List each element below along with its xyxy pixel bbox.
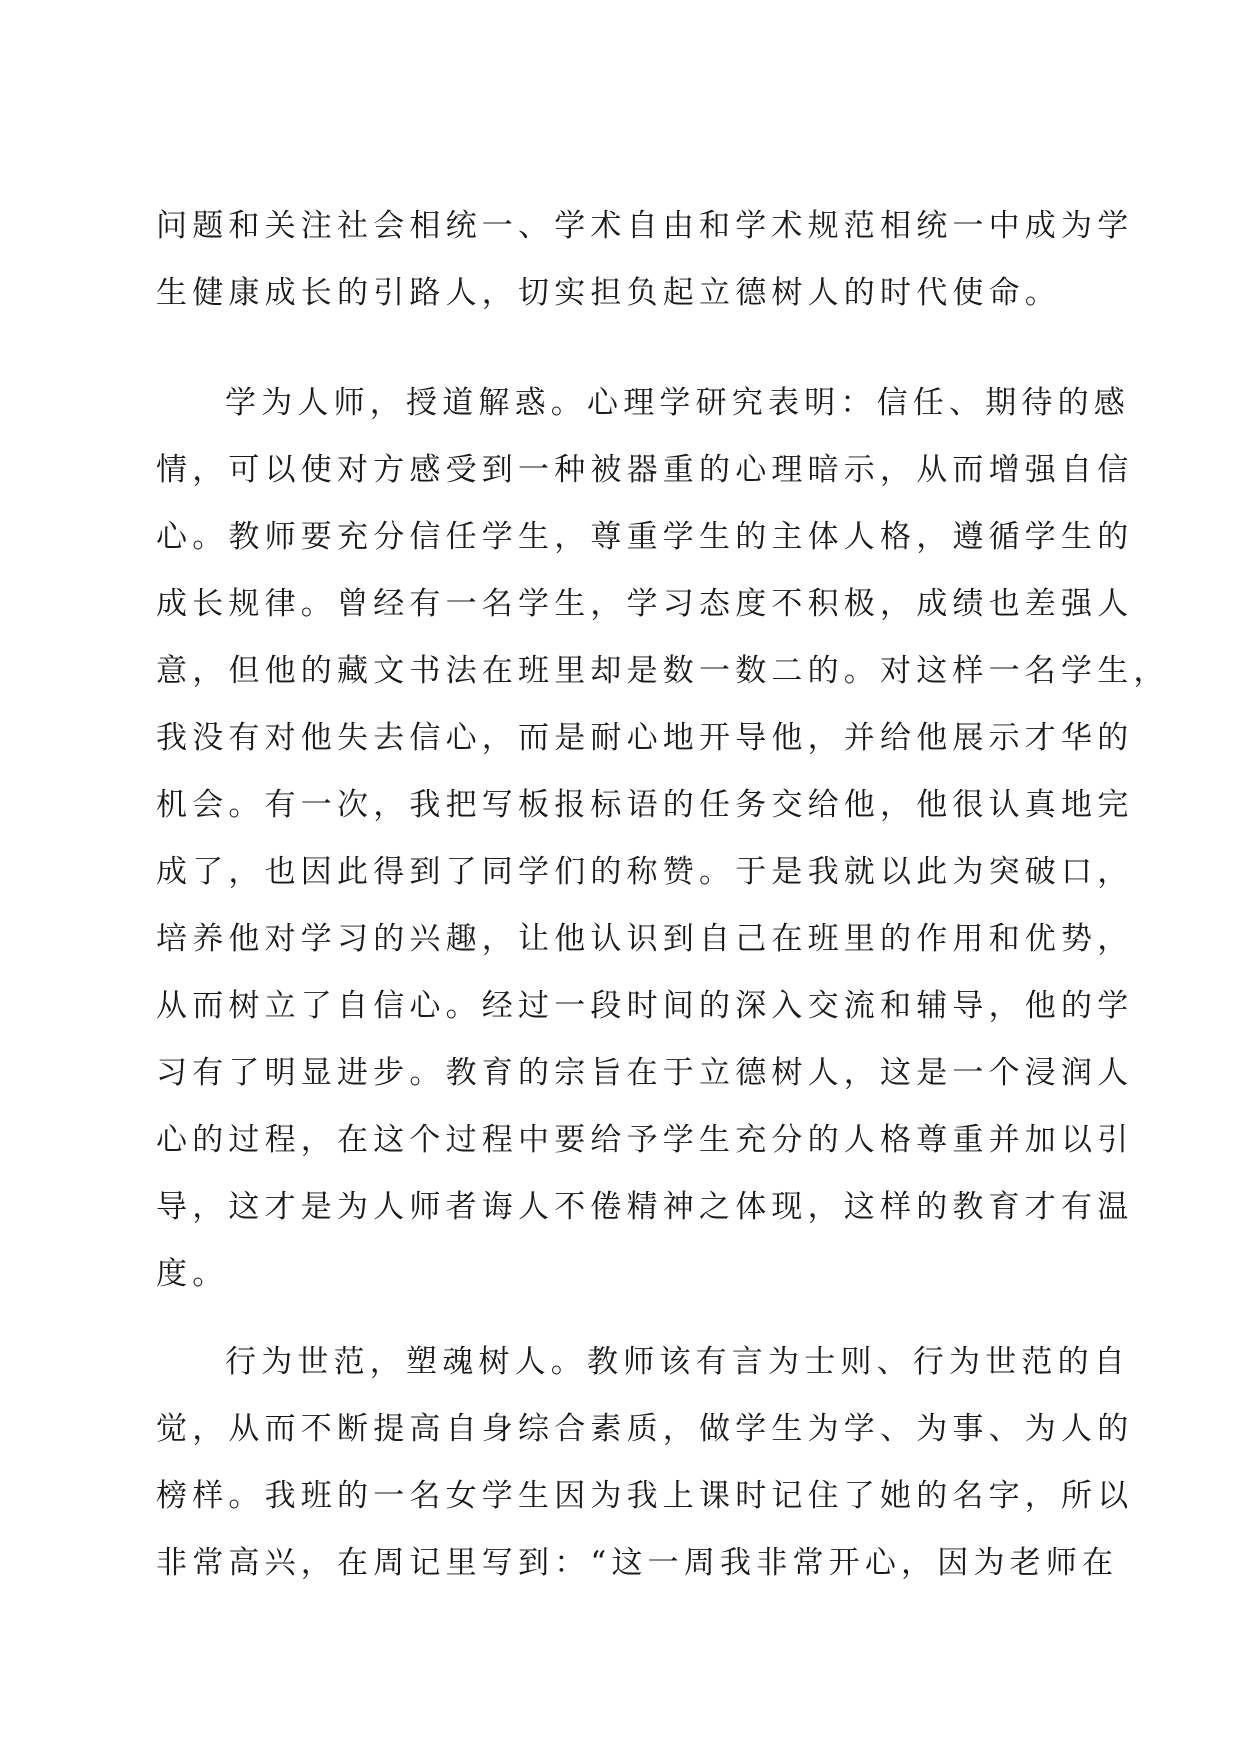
- text-line: 成长规律。曾经有一名学生，学习态度不积极，成绩也差强人: [156, 586, 1134, 622]
- paragraph-role-model: [156, 1329, 1134, 1597]
- text-line: 度。: [156, 1256, 229, 1292]
- text-line: 机会。有一次，我把写板报标语的任务交给他，他很认真地完: [156, 787, 1134, 823]
- text-line: 问题和关注社会相统一、学术自由和学术规范相统一中成为学: [156, 208, 1134, 244]
- text-line: 生健康成长的引路人，切实担负起立德树人的时代使命。: [156, 275, 1061, 311]
- text-line: 觉，从而不断提高自身综合素质，做学生为学、为事、为人的: [156, 1411, 1134, 1447]
- text-line: 榜样。我班的一名女学生因为我上课时记住了她的名字，所以: [156, 1478, 1134, 1514]
- text-line: 培养他对学习的兴趣，让他认识到自己在班里的作用和优势，: [156, 921, 1134, 957]
- text-line: 心。教师要充分信任学生，尊重学生的主体人格，遵循学生的: [156, 519, 1134, 555]
- text-line: 意，但他的藏文书法在班里却是数一数二的。对这样一名学生，: [156, 653, 1170, 689]
- paragraph-continuation: [156, 193, 1134, 327]
- text-line: 非常高兴，在周记里写到：“这一周我非常开心，因为老师在: [156, 1545, 1119, 1581]
- text-line: 学为人师，授道解惑。心理学研究表明：信任、期待的感: [225, 385, 1130, 421]
- text-line: 我没有对他失去信心，而是耐心地开导他，并给他展示才华的: [156, 720, 1134, 756]
- paragraph-teacher-guidance: [156, 370, 1170, 1308]
- text-line: 导，这才是为人师者诲人不倦精神之体现，这样的教育才有温: [156, 1189, 1134, 1225]
- text-line: 心的过程，在这个过程中要给予学生充分的人格尊重并加以引: [156, 1122, 1134, 1158]
- text-line: 从而树立了自信心。经过一段时间的深入交流和辅导，他的学: [156, 988, 1134, 1024]
- text-line: 成了，也因此得到了同学们的称赞。于是我就以此为突破口，: [156, 854, 1134, 890]
- text-line: 行为世范，塑魂树人。教师该有言为士则、行为世范的自: [225, 1344, 1130, 1380]
- text-line: 情，可以使对方感受到一种被器重的心理暗示，从而增强自信: [156, 452, 1134, 488]
- text-line: 习有了明显进步。教育的宗旨在于立德树人，这是一个浸润人: [156, 1055, 1134, 1091]
